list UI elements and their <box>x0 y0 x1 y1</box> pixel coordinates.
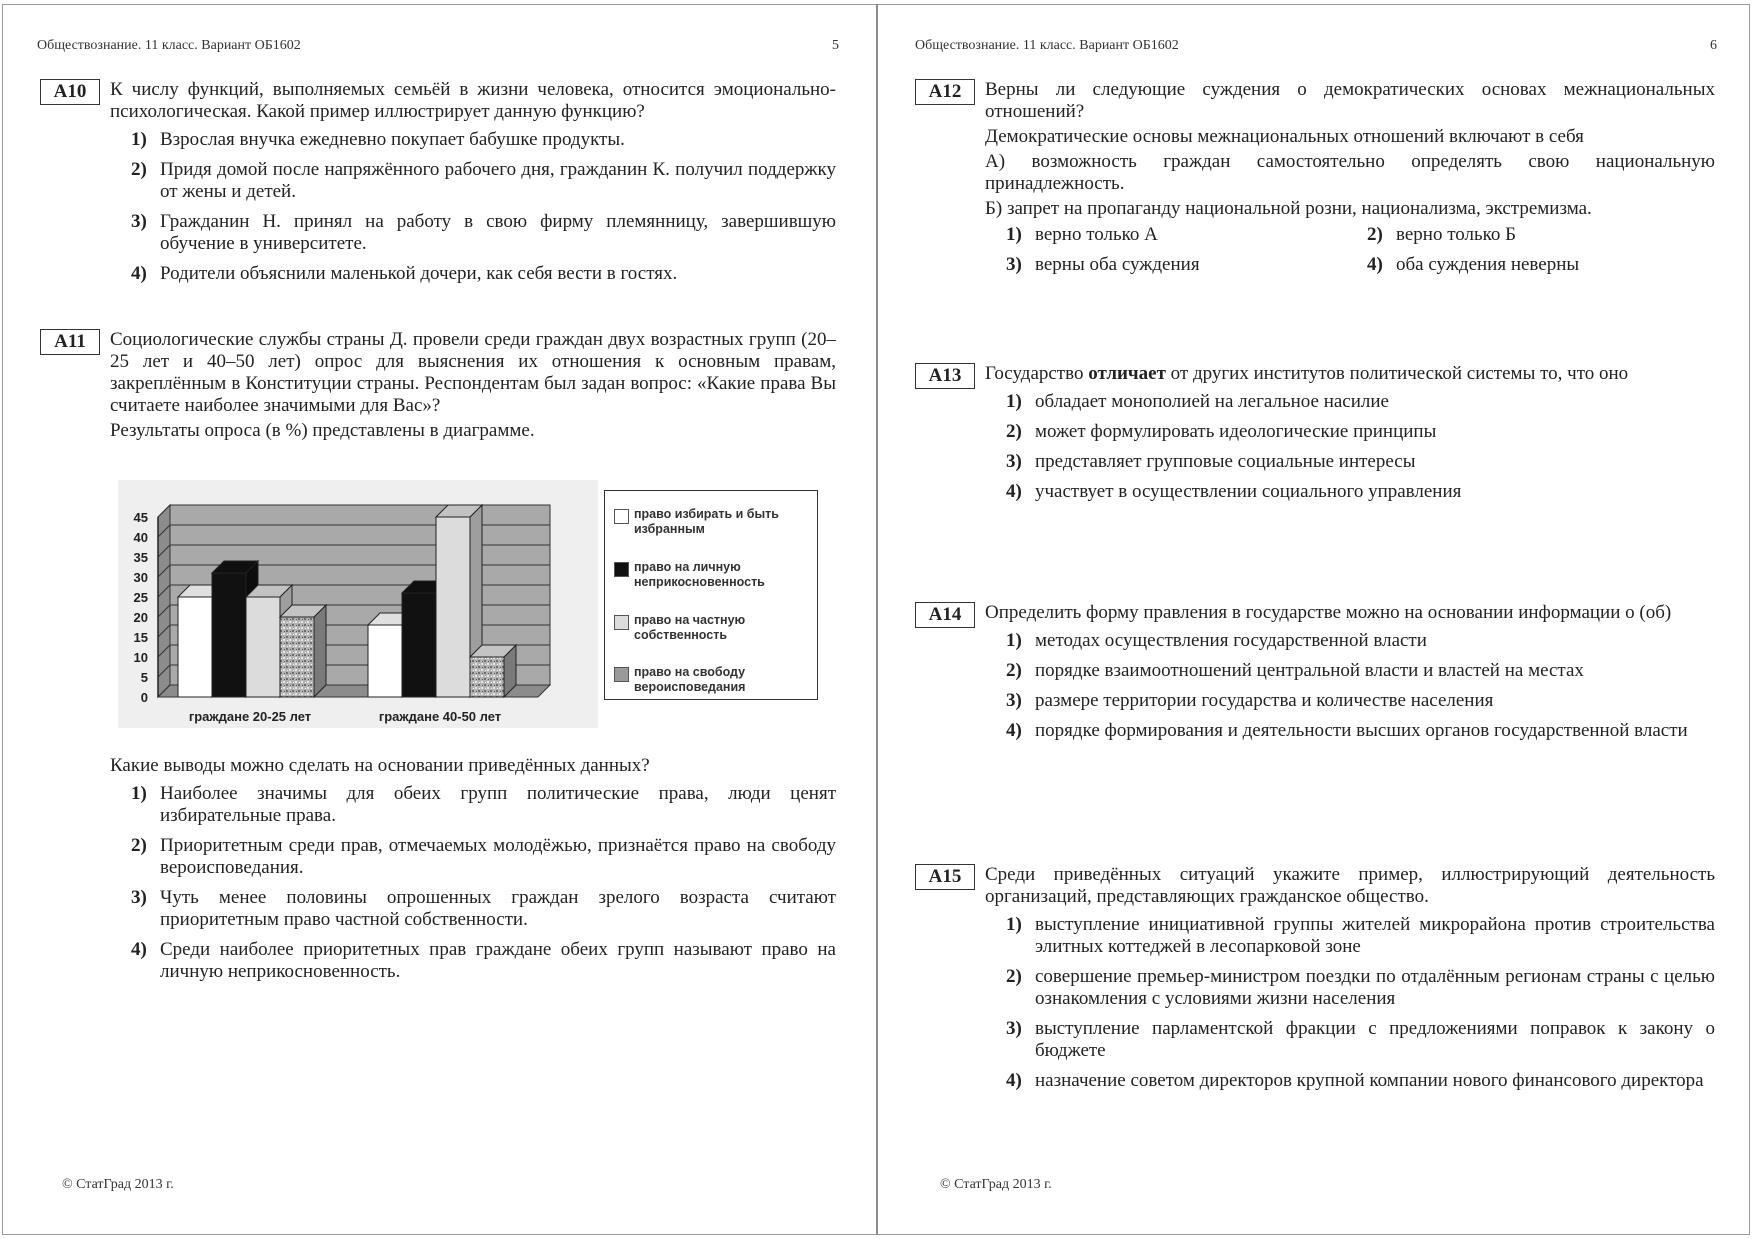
y-tick-label: 5 <box>140 670 148 685</box>
answer-option[interactable]: 2) Приоритетным среди прав, отмечаемых молодёжью, признаётся право на свободу вероисповедания. <box>131 835 836 878</box>
answer-option[interactable]: 1) методах осуществления государственной власти <box>1006 630 1427 651</box>
question-label: А11 <box>40 329 100 355</box>
legend-swatch <box>614 509 629 524</box>
answer-option[interactable]: 3) Гражданин Н. принял на работу в свою фирму племянницу, завершившую обучение в университете. <box>131 211 836 254</box>
question-label: А10 <box>40 79 100 105</box>
page-number: 6 <box>1710 38 1717 53</box>
statement-b: Б) запрет на пропаганду национальной розни, национализма, экстремизма. <box>985 198 1592 219</box>
question-label: А14 <box>915 602 975 628</box>
chart-legend <box>604 490 818 700</box>
bar-side <box>314 605 326 697</box>
x-category-label: граждане 40-50 лет <box>378 709 502 724</box>
y-tick-label: 10 <box>133 650 148 665</box>
answer-option[interactable]: 2) порядке взаимоотношений центральной власти и властей на местах <box>1006 660 1584 681</box>
bar <box>178 597 212 697</box>
legend-label: право на свободу <box>634 665 746 679</box>
legend-label: право на личную <box>634 560 741 574</box>
y-tick-label: 45 <box>133 510 148 525</box>
page-header: Обществознание. 11 класс. Вариант ОБ1602 <box>37 38 301 53</box>
conclusion-question: Какие выводы можно сделать на основании приведённых данных? <box>110 755 650 776</box>
answer-option[interactable]: 1) выступление инициативной группы жителей микрорайона против строительства элитных коттеджей в лесопарковой зоне <box>1006 914 1715 957</box>
legend-label: право на частную <box>634 613 746 627</box>
legend-label: избранным <box>634 522 705 536</box>
question-label: А15 <box>915 864 975 890</box>
y-tick-label: 30 <box>133 570 148 585</box>
question-a15 <box>915 864 1715 1100</box>
question-a11-conclusions <box>40 755 836 991</box>
bar <box>436 517 470 697</box>
question-a12 <box>915 79 1715 276</box>
emphasis-word: отличает <box>1088 363 1166 384</box>
legend-item <box>614 613 804 643</box>
answer-option[interactable]: 4) участвует в осуществлении социального управления <box>1006 481 1462 502</box>
question-text: Государство отличает от других институтов политической системы то, что оно <box>985 363 1629 384</box>
legend-swatch <box>614 667 629 682</box>
y-tick-label: 35 <box>133 550 148 565</box>
question-text: Определить форму правления в государстве можно на основании информации о (об) <box>985 602 1672 623</box>
statement-a: А) возможность граждан самостоятельно определять свою национальную принадлежность. <box>985 151 1715 194</box>
answer-option[interactable]: 4) Родители объяснили маленькой дочери, как себя вести в гостях. <box>131 263 678 284</box>
answer-options <box>131 129 836 285</box>
answer-option[interactable]: 3) Чуть менее половины опрошенных граждан зрелого возраста считают приоритетным право частной собственности. <box>131 887 836 930</box>
legend-swatch <box>614 615 629 630</box>
answer-option[interactable]: 4) Среди наиболее приоритетных прав граждане обеих групп называют право на личную неприкосновенность. <box>131 939 836 982</box>
bar <box>402 593 436 697</box>
answer-option[interactable]: 1) Наиболее значимы для обеих групп политические права, люди ценят избирательные права. <box>131 783 836 826</box>
bar-chart <box>118 480 598 728</box>
answer-options <box>1006 224 1715 276</box>
page-footer: © СтатГрад 2013 г. <box>940 1177 1052 1192</box>
answer-options <box>1006 630 1715 742</box>
answer-option[interactable]: 1) обладает монополией на легальное насилие <box>1006 391 1389 412</box>
answer-option[interactable]: 4) порядке формирования и деятельности высших органов государственной власти <box>1006 720 1688 741</box>
question-text: Верны ли следующие суждения о демократических основах межнациональных отношений? <box>985 79 1715 122</box>
bar <box>368 625 402 697</box>
answer-option[interactable]: 1) верно только А <box>1006 224 1158 245</box>
legend-item <box>614 560 804 590</box>
legend-label: вероисповедания <box>634 680 746 694</box>
legend-label: собственность <box>634 628 728 642</box>
answer-option[interactable]: 4) оба суждения неверны <box>1367 254 1580 275</box>
answer-options <box>1006 914 1715 1092</box>
page-header: Обществознание. 11 класс. Вариант ОБ1602 <box>915 38 1179 53</box>
right-page <box>878 0 1754 1239</box>
question-lead: Демократические основы межнациональных отношений включают в себя <box>985 126 1584 147</box>
answer-options <box>131 783 836 983</box>
page-number: 5 <box>832 38 839 53</box>
answer-option[interactable]: 3) выступление парламентской фракции с предложениями поправок к закону о бюджете <box>1006 1018 1715 1061</box>
legend-item <box>614 665 804 695</box>
legend-swatch <box>614 562 629 577</box>
answer-option[interactable]: 1) Взрослая внучка ежедневно покупает бабушке продукты. <box>131 129 625 150</box>
bar <box>246 597 280 697</box>
answer-options <box>1006 391 1715 503</box>
y-tick-label: 40 <box>133 530 148 545</box>
answer-option[interactable]: 2) совершение премьер-министром поездки по отдалённым регионам страны с целью ознакомления с условиями жизни населения <box>1006 966 1715 1009</box>
answer-option[interactable]: 3) представляет групповые социальные интересы <box>1006 451 1416 472</box>
chart-side-wall <box>158 505 170 697</box>
question-label: А13 <box>915 363 975 389</box>
results-line: Результаты опроса (в %) представлены в диаграмме. <box>110 420 535 441</box>
answer-option[interactable]: 3) верны оба суждения <box>1006 254 1200 275</box>
y-tick-label: 15 <box>133 630 148 645</box>
y-tick-label: 0 <box>140 690 148 705</box>
y-tick-label: 20 <box>133 610 148 625</box>
question-a10 <box>40 79 836 293</box>
page-footer: © СтатГрад 2013 г. <box>62 1177 174 1192</box>
legend-label: неприкосновенность <box>634 575 765 589</box>
answer-option[interactable]: 2) может формулировать идеологические принципы <box>1006 421 1437 442</box>
bar <box>280 617 314 697</box>
answer-option[interactable]: 3) размере территории государства и количестве населения <box>1006 690 1494 711</box>
bar <box>470 657 504 697</box>
question-a13 <box>915 363 1715 511</box>
question-a14 <box>915 602 1715 750</box>
question-text: Социологические службы страны Д. провели среди граждан двух возрастных групп (20–25 лет и 40–50 лет) опрос для выяснения их отношения к основным правам, закреплённым в Конституции страны. Респондентам был задан вопрос: «Какие права Вы считаете наиболее значимыми для Вас»? <box>110 329 836 416</box>
x-category-label: граждане 20-25 лет <box>188 709 312 724</box>
question-label: А12 <box>915 79 975 105</box>
answer-option[interactable]: 2) Придя домой после напряжённого рабочего дня, гражданин К. получил поддержку от жены и детей. <box>131 159 836 202</box>
left-page <box>0 0 876 1239</box>
answer-option[interactable]: 2) верно только Б <box>1367 224 1517 245</box>
question-a11 <box>40 329 836 445</box>
y-tick-label: 25 <box>133 590 148 605</box>
answer-option[interactable]: 4) назначение советом директоров крупной компании нового финансового директора <box>1006 1070 1704 1091</box>
bar <box>212 573 246 697</box>
question-text: Среди приведённых ситуаций укажите пример, иллюстрирующий деятельность организаций, представляющих гражданское общество. <box>985 864 1715 907</box>
legend-item <box>614 507 804 537</box>
legend-label: право избирать и быть <box>634 507 779 521</box>
question-text: К числу функций, выполняемых семьёй в жизни человека, относится эмоционально-психологическая. Какой пример иллюстрирует данную функцию? <box>110 79 836 122</box>
